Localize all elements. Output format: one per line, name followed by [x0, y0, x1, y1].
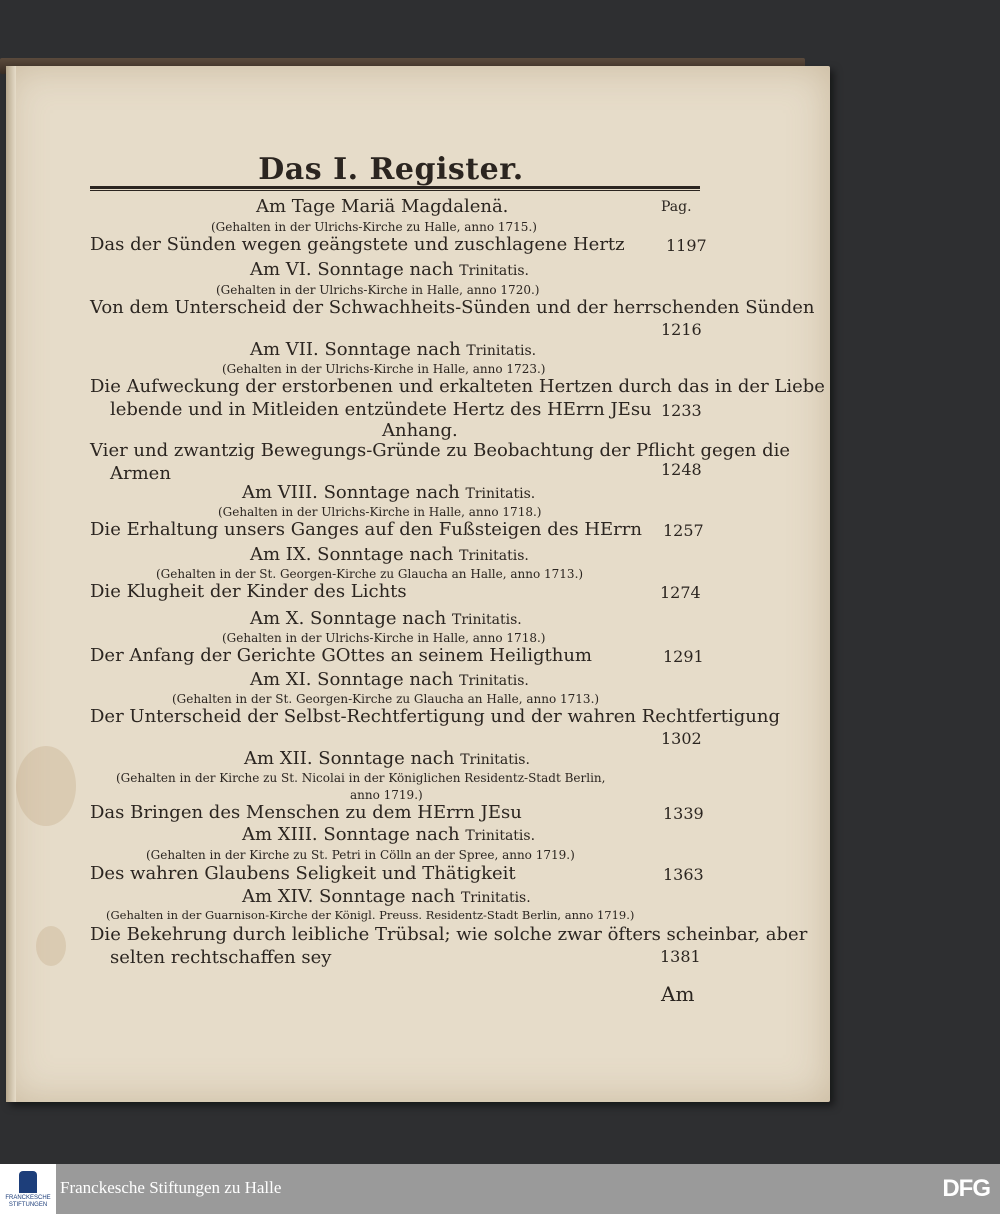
- institution-logo[interactable]: [0, 1164, 56, 1214]
- section-heading: Anhang.: [382, 420, 458, 441]
- section-heading: Am Tage Mariä Magdalenä.: [256, 196, 509, 217]
- title-rule: [90, 186, 700, 191]
- entry-title: selten rechtschaffen sey: [110, 947, 332, 968]
- page-number: 1197: [666, 236, 707, 255]
- page-number: 1339: [663, 804, 704, 823]
- section-heading: Am XII. Sonntage nach Trinitatis.: [244, 748, 530, 769]
- entry-title: Die Bekehrung durch leibliche Trübsal; wie solche zwar öfters scheinbar, aber: [90, 924, 808, 945]
- section-heading: Am X. Sonntage nach Trinitatis.: [250, 608, 522, 629]
- section-heading: Am VI. Sonntage nach Trinitatis.: [250, 259, 530, 280]
- section-note: (Gehalten in der Guarnison-Kirche der Königl. Preuss. Residentz-Stadt Berlin, anno 1719.): [106, 908, 635, 922]
- entry-title: Die Erhaltung unsers Ganges auf den Fußsteigen des HErrn: [90, 519, 642, 540]
- entry-title: Das der Sünden wegen geängstete und zuschlagene Hertz: [90, 234, 625, 255]
- dfg-logo[interactable]: DFG: [942, 1175, 990, 1202]
- pag-label: Pag.: [661, 199, 692, 215]
- section-note: (Gehalten in der Ulrichs-Kirche in Halle, anno 1720.): [216, 283, 540, 297]
- entry-title: Der Anfang der Gerichte GOttes an seinem Heiligthum: [90, 645, 592, 666]
- section-note: (Gehalten in der Ulrichs-Kirche in Halle, anno 1718.): [222, 631, 546, 645]
- entry-title: Die Klugheit der Kinder des Lichts: [90, 581, 407, 602]
- section-note: (Gehalten in der Ulrichs-Kirche in Halle, anno 1723.): [222, 362, 546, 376]
- page-content: [6, 66, 830, 1102]
- entry-title: Vier und zwantzig Bewegungs-Gründe zu Beobachtung der Pflicht gegen die: [90, 440, 791, 461]
- section-note: (Gehalten in der St. Georgen-Kirche zu Glaucha an Halle, anno 1713.): [172, 692, 600, 706]
- page-number: 1248: [661, 460, 702, 479]
- section-note: (Gehalten in der St. Georgen-Kirche zu Glaucha an Halle, anno 1713.): [156, 567, 584, 581]
- page-number: 1233: [661, 401, 702, 420]
- book-page: [6, 66, 830, 1102]
- section-heading: Am VIII. Sonntage nach Trinitatis.: [242, 482, 536, 503]
- entry-title: Des wahren Glaubens Seligkeit und Thätigkeit: [90, 863, 516, 884]
- section-heading: Am XI. Sonntage nach Trinitatis.: [250, 669, 529, 690]
- section-note: (Gehalten in der Kirche zu St. Nicolai in der Königlichen Residentz-Stadt Berlin,: [116, 771, 606, 785]
- entry-title: Armen: [110, 463, 171, 484]
- entry-title: Die Aufweckung der erstorbenen und erkalteten Hertzen durch das in der Liebe: [90, 376, 825, 397]
- section-note: (Gehalten in der Ulrichs-Kirche zu Halle, anno 1715.): [211, 220, 537, 234]
- logo-text: FRANCKESCHE STIFTUNGEN: [5, 1195, 51, 1208]
- section-note: (Gehalten in der Kirche zu St. Petri in Cölln an der Spree, anno 1719.): [146, 848, 575, 862]
- entry-title: Von dem Unterscheid der Schwachheits-Sünden und der herrschenden Sünden: [90, 297, 815, 318]
- page-number: 1216: [661, 320, 702, 339]
- section-note: (Gehalten in der Ulrichs-Kirche in Halle, anno 1718.): [218, 505, 542, 519]
- page-title: Das I. Register.: [258, 152, 524, 187]
- section-heading: Am VII. Sonntage nach Trinitatis.: [250, 339, 537, 360]
- section-heading: Am XIV. Sonntage nach Trinitatis.: [242, 886, 531, 907]
- entry-title: lebende und in Mitleiden entzündete Hertz des HErrn JEsu: [110, 399, 652, 420]
- page-number: 1381: [660, 947, 701, 966]
- section-note: anno 1719.): [350, 788, 423, 802]
- entry-title: Der Unterscheid der Selbst-Rechtfertigung und der wahren Rechtfertigung: [90, 706, 781, 727]
- institution-name[interactable]: Franckesche Stiftungen zu Halle: [60, 1178, 282, 1197]
- page-number: 1274: [660, 583, 701, 602]
- section-heading: Am XIII. Sonntage nach Trinitatis.: [242, 824, 536, 845]
- building-icon: [19, 1171, 37, 1193]
- page-number: 1302: [661, 729, 702, 748]
- page-number: 1363: [663, 865, 704, 884]
- page-number: 1257: [663, 521, 704, 540]
- page-number: 1291: [663, 647, 704, 666]
- footer-bar: [0, 1164, 1000, 1214]
- catchword: Am: [661, 982, 695, 1006]
- entry-title: Das Bringen des Menschen zu dem HErrn JEsu: [90, 802, 522, 823]
- section-heading: Am IX. Sonntage nach Trinitatis.: [250, 544, 529, 565]
